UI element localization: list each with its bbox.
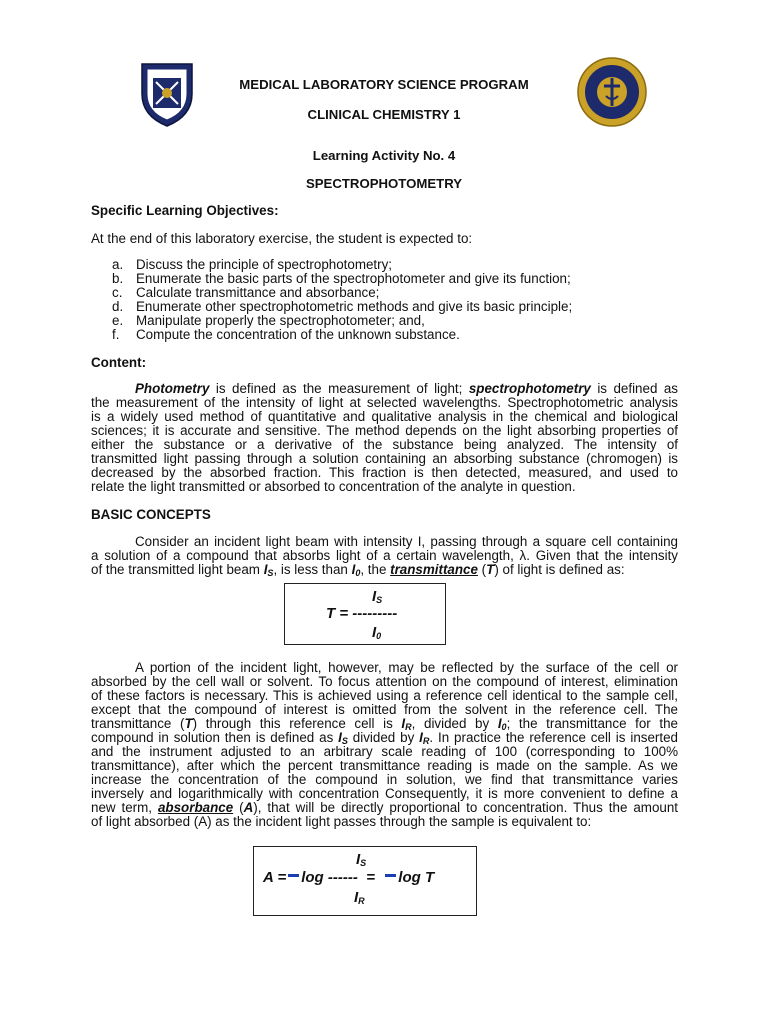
objective-letter: d. xyxy=(112,299,124,314)
objective-text: Enumerate other spectrophotometric methods and give its basic principle; xyxy=(136,299,573,314)
basic-concepts-heading: BASIC CONCEPTS xyxy=(91,507,211,522)
paragraph-line: and the instrument adjusted to an arbitrary scale reading of 100 (corresponding to 100% xyxy=(91,744,678,759)
paragraph-line: absorbed by the cell wall or solvent. To focus attention on the compound of interest, elimination xyxy=(91,674,678,689)
objective-text: Manipulate properly the spectrophotometer; and, xyxy=(136,313,425,328)
objective-text: Compute the concentration of the unknown substance. xyxy=(136,327,460,342)
content-paragraph-line: either the substance or a derivative of the substance being analyzed. The intensity of xyxy=(91,437,678,452)
formula-numerator: $I_S$ xyxy=(372,588,383,605)
paragraph-text: is defined as xyxy=(590,381,679,396)
basic-paragraph-line: a solution of a compound that absorbs light of a certain wavelength, λ. Given that the intensity xyxy=(91,548,678,563)
absorbance-formula-box xyxy=(253,846,477,916)
objective-letter: e. xyxy=(112,313,124,328)
paragraph-line: of these factors is necessary. This is achieved using a reference cell identical to the sample cell, xyxy=(91,688,678,703)
content-paragraph-line: relate the light transmitted or absorbed to concentration of the analyte in question. xyxy=(91,479,576,494)
paragraph-line: inversely and logarithmically with concentration Consequently, it is more convenient to define a xyxy=(91,786,678,801)
objectives-heading: Specific Learning Objectives: xyxy=(91,203,279,218)
paragraph-text: Consider an incident light beam with intensity I, passing through a square cell containing xyxy=(135,534,678,549)
paragraph-line: increase the concentration of the compound in solution, we find that transmittance varies xyxy=(91,772,678,787)
topic-title: SPECTROPHOTOMETRY xyxy=(305,176,463,191)
formula-denominator: $I_0$ xyxy=(372,624,382,641)
objective-letter: a. xyxy=(112,257,124,272)
content-paragraph-line: decreased by the absorbed fraction. This fraction is then detected, measured, and used to xyxy=(91,465,678,480)
basic-paragraph-line: of the transmitted light beam $I_S$, is less than $I_0$, the transmittance (T) of light is defined as: xyxy=(91,562,625,578)
paragraph-line: of light absorbed (A) as the incident light passes through the sample is equivalent to: xyxy=(91,814,592,829)
objective-letter: f. xyxy=(112,327,120,342)
paragraph-line: except that the compound of interest is omitted from the solvent in the reference cell. The xyxy=(91,702,678,717)
content-paragraph-line xyxy=(91,382,678,396)
course-title: CLINICAL CHEMISTRY 1 xyxy=(307,107,461,122)
objective-letter: c. xyxy=(112,285,123,300)
term-spectrophotometry: spectrophotometry xyxy=(468,381,591,396)
minus-sign xyxy=(288,874,299,877)
activity-title: Learning Activity No. 4 xyxy=(312,148,456,163)
formula-numerator: $I_S$ xyxy=(356,851,367,868)
content-heading: Content: xyxy=(91,355,147,370)
objective-text: Enumerate the basic parts of the spectrophotometer and give its function; xyxy=(136,271,571,286)
objective-text: Discuss the principle of spectrophotometry; xyxy=(136,257,393,272)
content-paragraph-line: transmitted light passing through a solution containing an absorbing substance (chromogen) is xyxy=(91,451,678,466)
paragraph-text: A portion of the incident light, however, may be reflected by the surface of the cell or xyxy=(135,660,678,675)
basic-paragraph-line xyxy=(91,535,678,549)
objective-text: Calculate transmittance and absorbance; xyxy=(136,285,380,300)
paragraph-line: transmittance (T) through this reference cell is $I_R$, divided by $I_0$; the transmittance for the xyxy=(91,716,678,732)
formula-lhs: T = --------- xyxy=(326,605,398,622)
objectives-intro: At the end of this laboratory exercise, the student is expected to: xyxy=(91,231,473,246)
program-title: MEDICAL LABORATORY SCIENCE PROGRAM xyxy=(239,77,529,92)
paragraph-line: new term, absorbance (A), that will be directly proportional to concentration. Thus the amount xyxy=(91,800,679,815)
minus-sign xyxy=(385,874,396,877)
transmittance-formula-box xyxy=(284,583,446,645)
formula-main-line: A = log ------ = log T xyxy=(263,869,435,886)
paragraph-line: transmittance), after which the percent transmittance reading is made on the sample. As we xyxy=(91,758,678,773)
formula-denominator: $I_R$ xyxy=(354,889,365,906)
content-paragraph-line: the measurement of the intensity of light at selected wavelengths. Spectrophotometric analysis xyxy=(91,395,678,410)
content-paragraph-line: sciences; it is accurate and sensitive. The method depends on the light absorbing properties of xyxy=(91,423,678,438)
paragraph-text: is defined as the measurement of light; xyxy=(209,381,469,396)
term-photometry: Photometry xyxy=(135,381,210,396)
term-absorbance: absorbance xyxy=(157,800,234,815)
paragraph-line: compound in solution then is defined as $I_S$ divided by $I_R$. In practice the reference cell is inserted xyxy=(91,730,678,746)
paragraph-line xyxy=(91,661,678,675)
term-transmittance: transmittance xyxy=(390,562,478,577)
content-paragraph-line: is a widely used method of quantitative and qualitative analysis in the chemical and biological xyxy=(91,409,678,424)
objective-letter: b. xyxy=(112,271,124,286)
